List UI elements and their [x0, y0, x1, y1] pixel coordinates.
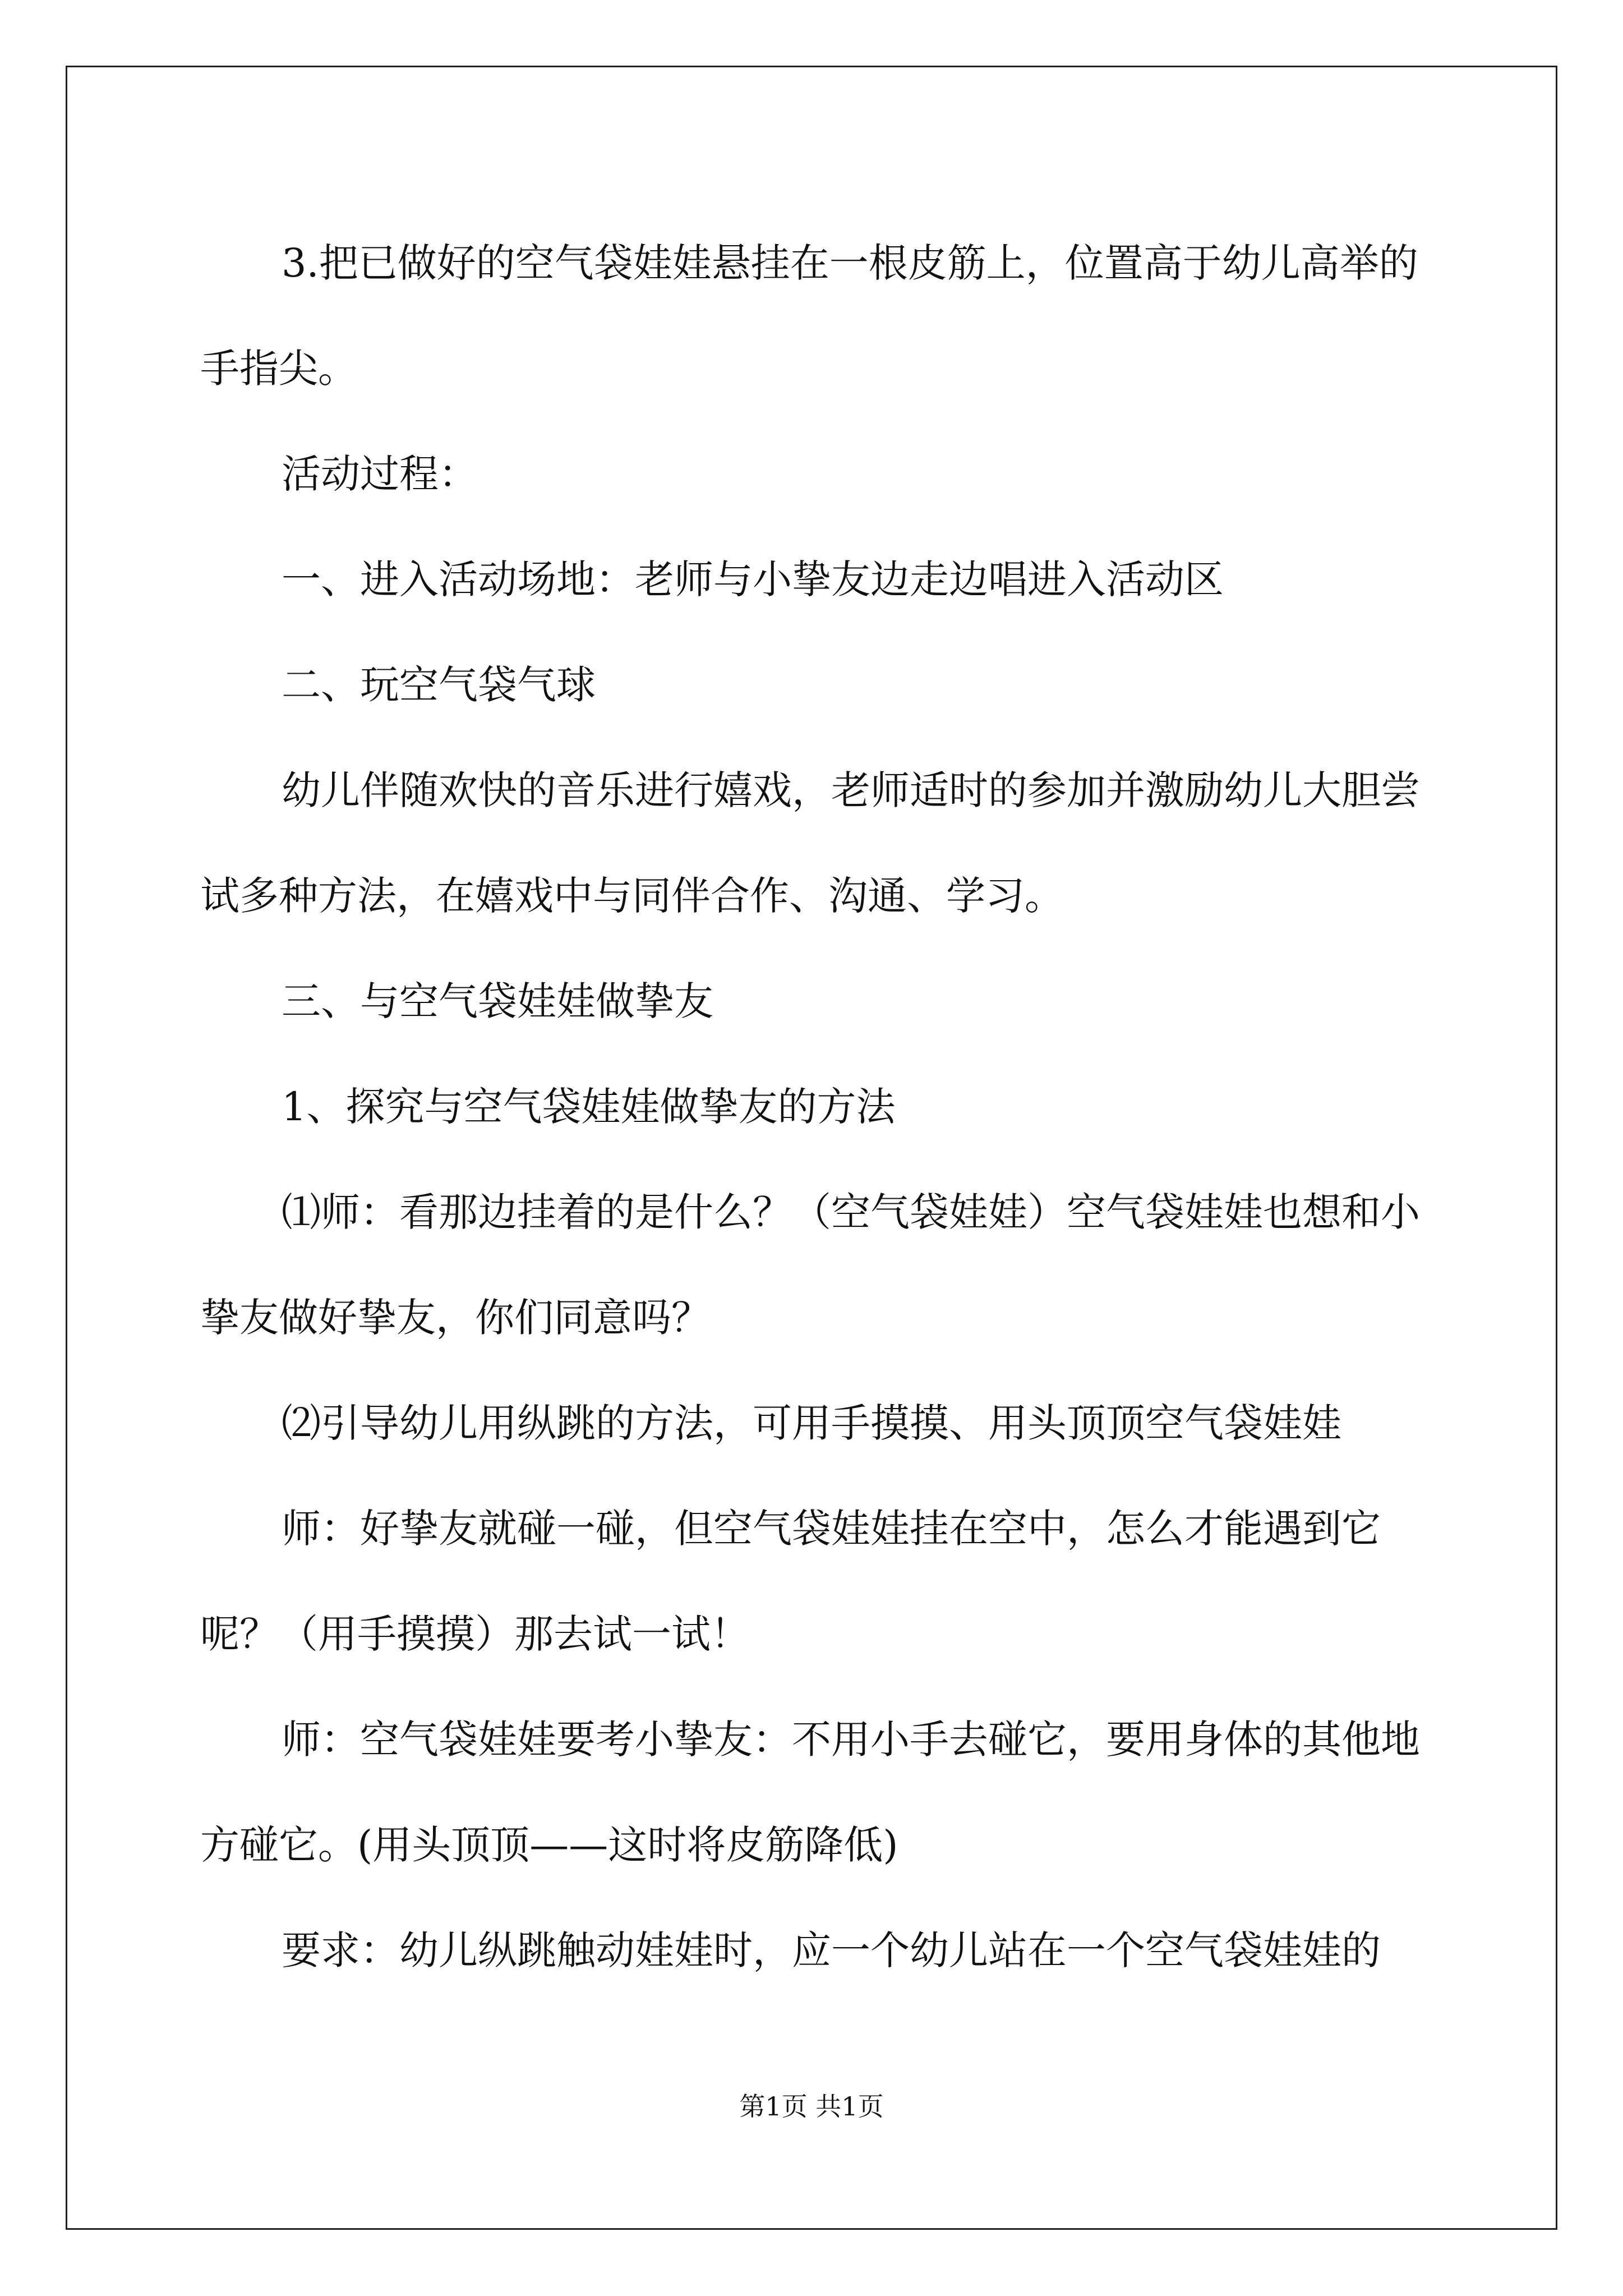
paragraph: ⑵引导幼儿用纵跳的方法，可用手摸摸、用头顶顶空气袋娃娃 [282, 1400, 1341, 1446]
paragraph: 3.把已做好的空气袋娃娃悬挂在一根皮筋上，位置高于幼儿高举的手指尖。 [200, 240, 1418, 392]
paragraph: 1、探究与空气袋娃娃做挚友的方法 [282, 1084, 896, 1130]
page-footer: 第1页 共1页 [739, 2091, 884, 2122]
paragraph: ⑴师：看那边挂着的是什么？（空气袋娃娃）空气袋娃娃也想和小挚友做好挚友，你们同意吗？ [200, 1189, 1420, 1341]
paragraph: 二、玩空气袋气球 [282, 662, 596, 708]
paragraph: 要求：幼儿纵跳触动娃娃时，应一个幼儿站在一个空气袋娃娃的 [282, 1927, 1381, 1973]
paragraph: 幼儿伴随欢快的音乐进行嬉戏，老师适时的参加并激励幼儿大胆尝试多种方法，在嬉戏中与同伴合作、沟通、学习。 [200, 767, 1420, 919]
paragraph: 一、进入活动场地：老师与小挚友边走边唱进入活动区 [282, 556, 1224, 602]
paragraph: 师：好挚友就碰一碰，但空气袋娃娃挂在空中，怎么才能遇到它呢？（用手摸摸）那去试一试！ [200, 1506, 1381, 1657]
paragraph: 活动过程： [282, 451, 478, 497]
paragraph: 三、与空气袋娃娃做挚友 [282, 978, 713, 1024]
document-body [200, 210, 1428, 2003]
paragraph: 师：空气袋娃娃要考小挚友：不用小手去碰它，要用身体的其他地方碰它。(用头顶顶——这时将皮筋降低) [200, 1717, 1420, 1868]
